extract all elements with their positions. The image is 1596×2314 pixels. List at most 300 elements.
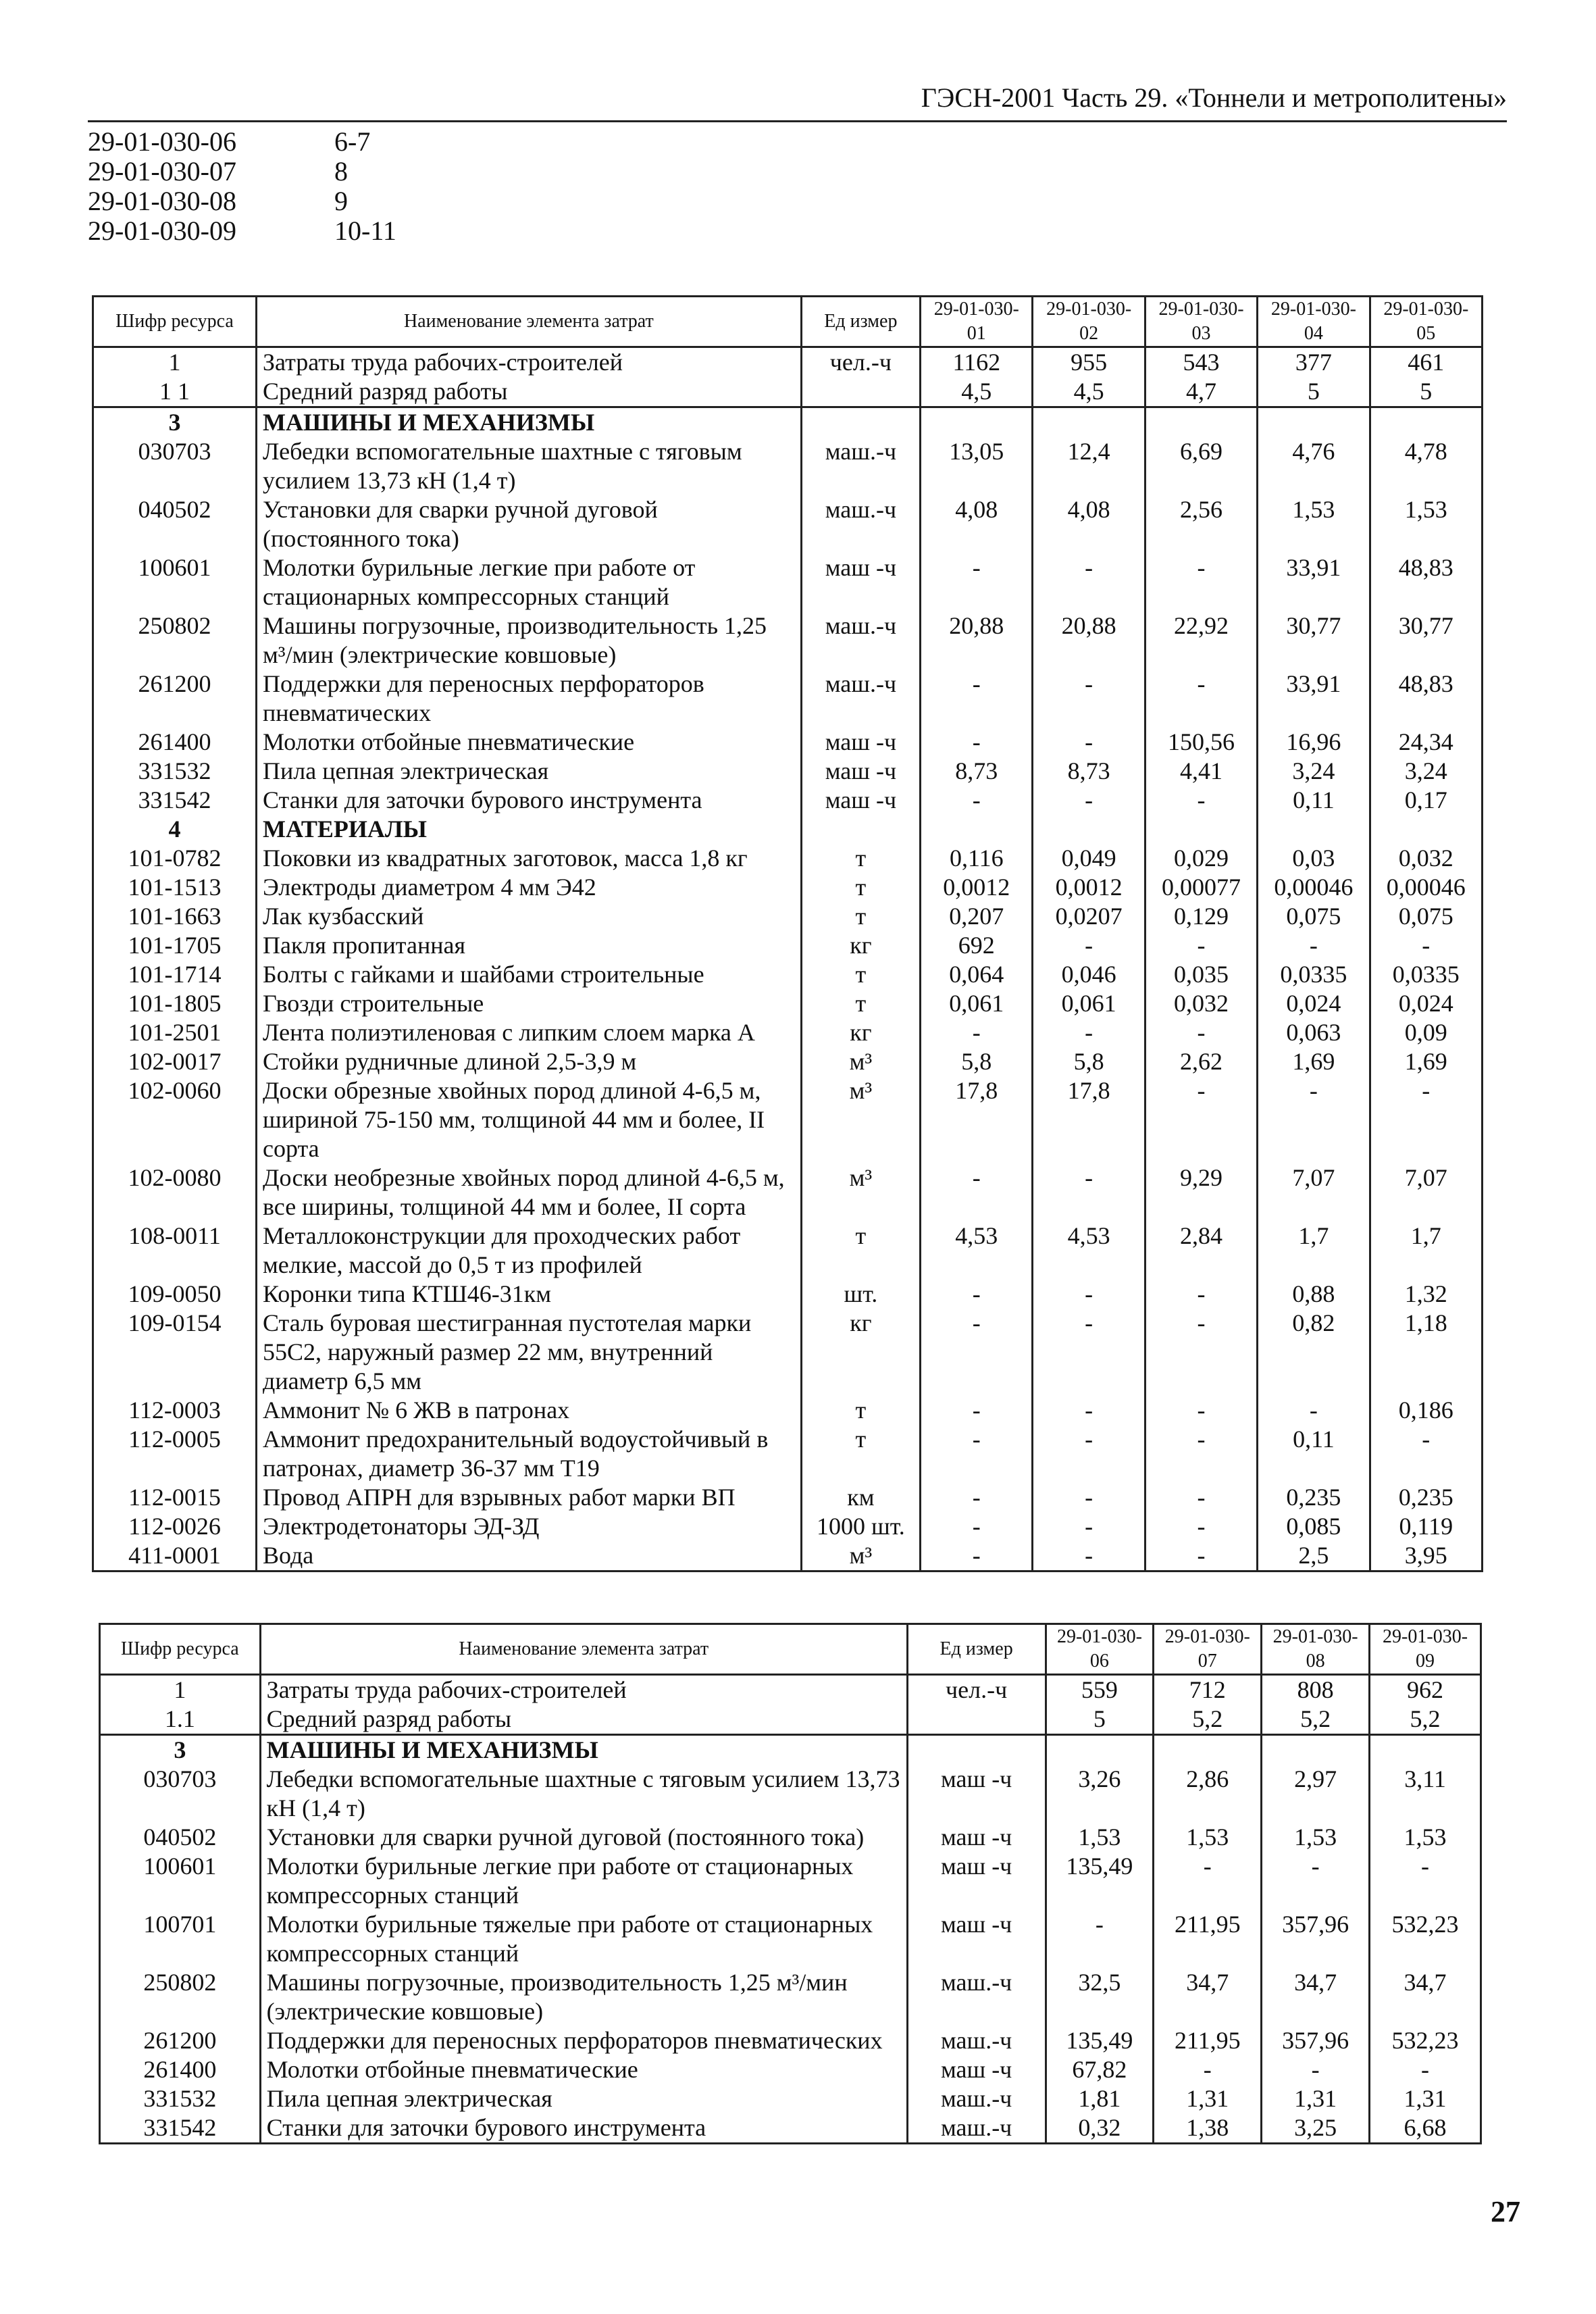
- table-row: [93, 1018, 1483, 1047]
- cell-unit: м³: [801, 1047, 920, 1076]
- cell-value: [1033, 815, 1145, 844]
- cell-code: 101-2501: [93, 1018, 257, 1047]
- cell-name: Молотки отбойные пневматические: [257, 728, 802, 757]
- cell-code: 250802: [100, 1968, 261, 2026]
- cell-value: 13,05: [921, 437, 1033, 495]
- cell-value: 0,09: [1370, 1018, 1482, 1047]
- cell-value: 3,25: [1262, 2113, 1370, 2144]
- cell-value: -: [1370, 1852, 1481, 1910]
- table-row: [93, 873, 1483, 902]
- cell-value: 16,96: [1258, 728, 1370, 757]
- table-row: [93, 611, 1483, 670]
- cell-unit: кг: [801, 931, 920, 960]
- table-row: [100, 2084, 1481, 2113]
- cell-value: 0,049: [1033, 844, 1145, 873]
- cell-value: 2,56: [1145, 495, 1257, 553]
- table-row: [100, 2026, 1481, 2055]
- cell-unit: чел.-ч: [801, 347, 920, 378]
- cell-name: Молотки бурильные легкие при работе от стационарных компрессорных станций: [257, 553, 802, 611]
- cell-value: 543: [1145, 347, 1257, 378]
- header-title: ГЭСН-2001 Часть 29. «Тоннели и метрополитены»: [921, 82, 1507, 113]
- cell-code: 331532: [93, 757, 257, 786]
- cell-name: Молотки бурильные легкие при работе от стационарных компрессорных станций: [260, 1852, 907, 1910]
- table-row: [93, 1541, 1483, 1571]
- cell-value: -: [921, 1018, 1033, 1047]
- cell-value: 1,31: [1262, 2084, 1370, 2113]
- table-row: [93, 437, 1483, 495]
- cell-value: -: [1033, 1396, 1145, 1425]
- cell-value: -: [921, 1280, 1033, 1309]
- cell-value: 0,235: [1370, 1483, 1482, 1512]
- cell-value: 34,7: [1154, 1968, 1262, 2026]
- cell-code: 030703: [100, 1765, 261, 1823]
- cell-value: 0,11: [1258, 786, 1370, 815]
- cell-value: 2,5: [1258, 1541, 1370, 1571]
- cell-value: 4,08: [1033, 495, 1145, 553]
- cell-value: -: [921, 1425, 1033, 1483]
- header-col: 29-01-030-02: [1033, 297, 1145, 347]
- reference-code: 29-01-030-07: [88, 156, 236, 186]
- cell-value: 17,8: [921, 1076, 1033, 1163]
- cell-name: МАШИНЫ И МЕХАНИЗМЫ: [257, 407, 802, 438]
- reference-value: 10-11: [334, 216, 396, 246]
- cell-name: Лебедки вспомогательные шахтные с тяговым усилием 13,73 кН (1,4 т): [260, 1765, 907, 1823]
- cell-value: 5: [1370, 377, 1482, 407]
- cell-value: 4,5: [921, 377, 1033, 407]
- cell-unit: [801, 815, 920, 844]
- cell-value: 0,88: [1258, 1280, 1370, 1309]
- table-row: [93, 1163, 1483, 1222]
- page-header: [88, 81, 1507, 122]
- cell-unit: маш -ч: [907, 1910, 1046, 1968]
- cell-value: 4,53: [921, 1222, 1033, 1280]
- table-row: [100, 1765, 1481, 1823]
- cell-value: -: [921, 728, 1033, 757]
- header-unit: Ед измер: [801, 297, 920, 347]
- cell-unit: маш.-ч: [907, 2084, 1046, 2113]
- cell-value: 1,81: [1046, 2084, 1154, 2113]
- cell-value: 7,07: [1370, 1163, 1482, 1222]
- cell-value: 0,061: [1033, 989, 1145, 1018]
- cell-value: 532,23: [1370, 1910, 1481, 1968]
- cell-value: 3,24: [1370, 757, 1482, 786]
- cell-unit: м³: [801, 1541, 920, 1571]
- cell-name: Металлоконструкции для проходческих работ мелкие, массой до 0,5 т из профилей: [257, 1222, 802, 1280]
- cell-value: -: [1154, 2055, 1262, 2084]
- cell-value: 3,95: [1370, 1541, 1482, 1571]
- table-row: [93, 495, 1483, 553]
- cell-value: -: [1145, 1541, 1257, 1571]
- table-row: [93, 1076, 1483, 1163]
- cell-value: 0,046: [1033, 960, 1145, 989]
- cell-value: -: [1033, 1163, 1145, 1222]
- cell-name: Лак кузбасский: [257, 902, 802, 931]
- cell-value: -: [1145, 670, 1257, 728]
- cell-value: 5,8: [1033, 1047, 1145, 1076]
- cell-name: Установки для сварки ручной дуговой (постоянного тока): [257, 495, 802, 553]
- cell-code: 411-0001: [93, 1541, 257, 1571]
- cell-unit: [907, 1705, 1046, 1735]
- cell-value: 0,0335: [1258, 960, 1370, 989]
- cell-value: -: [1370, 2055, 1481, 2084]
- cell-unit: т: [801, 1396, 920, 1425]
- cell-unit: т: [801, 1222, 920, 1280]
- cell-value: -: [1145, 1396, 1257, 1425]
- cell-value: 0,17: [1370, 786, 1482, 815]
- cell-value: 12,4: [1033, 437, 1145, 495]
- cell-code: 3: [93, 407, 257, 438]
- cell-unit: маш -ч: [907, 1765, 1046, 1823]
- cell-code: 112-0003: [93, 1396, 257, 1425]
- cell-value: 4,53: [1033, 1222, 1145, 1280]
- table-body: [100, 1675, 1481, 2144]
- cell-value: [1258, 815, 1370, 844]
- cell-value: 0,024: [1258, 989, 1370, 1018]
- cell-unit: т: [801, 873, 920, 902]
- cell-unit: т: [801, 989, 920, 1018]
- cell-value: 5,2: [1370, 1705, 1481, 1735]
- cell-value: 2,62: [1145, 1047, 1257, 1076]
- cell-unit: м³: [801, 1163, 920, 1222]
- cell-value: 6,68: [1370, 2113, 1481, 2144]
- cell-value: 0,0335: [1370, 960, 1482, 989]
- cell-value: 1,31: [1370, 2084, 1481, 2113]
- cell-name: Машины погрузочные, производительность 1,25 м³/мин (электрические ковшовые): [260, 1968, 907, 2026]
- cell-value: 0,029: [1145, 844, 1257, 873]
- cell-value: 2,84: [1145, 1222, 1257, 1280]
- cell-value: 17,8: [1033, 1076, 1145, 1163]
- cell-value: 5: [1258, 377, 1370, 407]
- cell-value: 4,41: [1145, 757, 1257, 786]
- cell-name: Поковки из квадратных заготовок, масса 1,8 кг: [257, 844, 802, 873]
- cell-value: -: [1145, 1309, 1257, 1396]
- cell-value: 955: [1033, 347, 1145, 378]
- cell-name: Молотки бурильные тяжелые при работе от стационарных компрессорных станций: [260, 1910, 907, 1968]
- table-row: [100, 1852, 1481, 1910]
- cell-code: 102-0017: [93, 1047, 257, 1076]
- cell-code: 101-1663: [93, 902, 257, 931]
- cell-value: 6,69: [1145, 437, 1257, 495]
- header-col: 29-01-030-04: [1258, 297, 1370, 347]
- cell-value: -: [1154, 1852, 1262, 1910]
- cell-code: 1: [93, 347, 257, 378]
- cell-value: 20,88: [1033, 611, 1145, 670]
- cell-value: 1,53: [1370, 1823, 1481, 1852]
- cell-value: 7,07: [1258, 1163, 1370, 1222]
- cell-value: -: [1145, 931, 1257, 960]
- table-row: [93, 407, 1483, 438]
- cell-code: 3: [100, 1735, 261, 1765]
- cell-code: 331532: [100, 2084, 261, 2113]
- table-row: [93, 1222, 1483, 1280]
- cell-value: -: [1033, 786, 1145, 815]
- cell-value: -: [1033, 1425, 1145, 1483]
- cell-code: 101-1705: [93, 931, 257, 960]
- cell-value: 4,08: [921, 495, 1033, 553]
- cell-code: 261400: [100, 2055, 261, 2084]
- cell-value: -: [1370, 931, 1482, 960]
- table-row: [93, 728, 1483, 757]
- cell-value: 0,0207: [1033, 902, 1145, 931]
- cell-value: 20,88: [921, 611, 1033, 670]
- cell-value: 0,116: [921, 844, 1033, 873]
- table-row: [93, 757, 1483, 786]
- cell-value: 0,11: [1258, 1425, 1370, 1483]
- cell-code: 112-0026: [93, 1512, 257, 1541]
- cell-value: 0,119: [1370, 1512, 1482, 1541]
- cell-code: 261400: [93, 728, 257, 757]
- cell-value: 8,73: [921, 757, 1033, 786]
- table-row: [100, 2113, 1481, 2144]
- cell-name: Затраты труда рабочих-строителей: [257, 347, 802, 378]
- cell-value: [921, 407, 1033, 438]
- cell-value: 32,5: [1046, 1968, 1154, 2026]
- cell-value: -: [1370, 1076, 1482, 1163]
- table-row: [100, 1735, 1481, 1765]
- resource-table-2: [99, 1623, 1482, 2144]
- cell-value: 1,18: [1370, 1309, 1482, 1396]
- header-code: Шифр ресурса: [93, 297, 257, 347]
- cell-unit: маш.-ч: [907, 1968, 1046, 2026]
- cell-value: 8,73: [1033, 757, 1145, 786]
- header-col: 29-01-030-05: [1370, 297, 1482, 347]
- cell-value: -: [1046, 1910, 1154, 1968]
- table-row: [100, 1968, 1481, 2026]
- cell-value: -: [1033, 1483, 1145, 1512]
- cell-value: 357,96: [1262, 1910, 1370, 1968]
- cell-unit: маш.-ч: [801, 611, 920, 670]
- cell-value: [1145, 407, 1257, 438]
- cell-value: -: [1262, 1852, 1370, 1910]
- reference-row: [88, 157, 396, 186]
- cell-code: 100701: [100, 1910, 261, 1968]
- cell-code: 101-1805: [93, 989, 257, 1018]
- cell-value: 30,77: [1258, 611, 1370, 670]
- cell-unit: маш -ч: [907, 1852, 1046, 1910]
- cell-unit: маш.-ч: [801, 437, 920, 495]
- reference-value: 6-7: [334, 126, 371, 157]
- reference-code: 29-01-030-09: [88, 216, 236, 246]
- cell-value: -: [1033, 1541, 1145, 1571]
- cell-name: Доски необрезные хвойных пород длиной 4-6,5 м, все ширины, толщиной 44 мм и более, II сорта: [257, 1163, 802, 1222]
- cell-value: 0,207: [921, 902, 1033, 931]
- table-row: [100, 2055, 1481, 2084]
- cell-value: 0,0012: [921, 873, 1033, 902]
- table-row: [93, 1047, 1483, 1076]
- cell-value: -: [1033, 931, 1145, 960]
- cell-value: -: [1033, 1309, 1145, 1396]
- table-header-row: [100, 1624, 1481, 1675]
- cell-name: Аммонит предохранительный водоустойчивый в патронах, диаметр 36-37 мм Т19: [257, 1425, 802, 1483]
- cell-value: [1262, 1735, 1370, 1765]
- cell-value: 0,035: [1145, 960, 1257, 989]
- cell-value: 2,97: [1262, 1765, 1370, 1823]
- cell-value: 24,34: [1370, 728, 1482, 757]
- reference-row: [88, 216, 396, 246]
- cell-value: 5,2: [1262, 1705, 1370, 1735]
- cell-value: 1,7: [1258, 1222, 1370, 1280]
- cell-value: [1046, 1735, 1154, 1765]
- cell-code: 040502: [100, 1823, 261, 1852]
- cell-value: -: [1033, 553, 1145, 611]
- cell-unit: кг: [801, 1018, 920, 1047]
- reference-code: 29-01-030-06: [88, 126, 236, 157]
- cell-code: 261200: [100, 2026, 261, 2055]
- cell-name: Поддержки для переносных перфораторов пневматических: [260, 2026, 907, 2055]
- cell-value: 33,91: [1258, 553, 1370, 611]
- cell-code: 102-0060: [93, 1076, 257, 1163]
- cell-value: 34,7: [1262, 1968, 1370, 2026]
- cell-unit: 1000 шт.: [801, 1512, 920, 1541]
- cell-value: 5,2: [1154, 1705, 1262, 1735]
- table-row: [93, 902, 1483, 931]
- cell-value: -: [921, 553, 1033, 611]
- cell-value: 0,03: [1258, 844, 1370, 873]
- cell-value: -: [921, 1163, 1033, 1222]
- cell-unit: маш -ч: [801, 786, 920, 815]
- cell-name: МАТЕРИАЛЫ: [257, 815, 802, 844]
- cell-value: 0,32: [1046, 2113, 1154, 2144]
- cell-code: 100601: [100, 1852, 261, 1910]
- cell-value: 1,53: [1262, 1823, 1370, 1852]
- header-col: 29-01-030-01: [921, 297, 1033, 347]
- cell-value: 135,49: [1046, 2026, 1154, 2055]
- header-name: Наименование элемента затрат: [257, 297, 802, 347]
- cell-value: 0,064: [921, 960, 1033, 989]
- table-row: [93, 1396, 1483, 1425]
- header-col: 29-01-030-07: [1154, 1624, 1262, 1675]
- cell-name: Электроды диаметром 4 мм Э42: [257, 873, 802, 902]
- cell-value: 0,032: [1370, 844, 1482, 873]
- cell-unit: шт.: [801, 1280, 920, 1309]
- cell-code: 108-0011: [93, 1222, 257, 1280]
- cell-code: 101-1513: [93, 873, 257, 902]
- table-row: [93, 786, 1483, 815]
- cell-value: -: [1033, 1280, 1145, 1309]
- table-row: [93, 989, 1483, 1018]
- table-row: [93, 670, 1483, 728]
- cell-value: 9,29: [1145, 1163, 1257, 1222]
- cell-value: 0,075: [1370, 902, 1482, 931]
- cell-value: 357,96: [1262, 2026, 1370, 2055]
- cell-value: 2,86: [1154, 1765, 1262, 1823]
- cell-unit: маш.-ч: [907, 2026, 1046, 2055]
- cell-value: 0,00077: [1145, 873, 1257, 902]
- cell-value: 461: [1370, 347, 1482, 378]
- cell-value: [1370, 407, 1482, 438]
- cell-value: 3,11: [1370, 1765, 1481, 1823]
- cell-value: -: [1145, 1512, 1257, 1541]
- cell-code: 109-0050: [93, 1280, 257, 1309]
- cell-value: -: [921, 1483, 1033, 1512]
- cell-value: 1,38: [1154, 2113, 1262, 2144]
- table-row: [100, 1705, 1481, 1735]
- cell-name: Сталь буровая шестигранная пустотелая марки 55С2, наружный размер 22 мм, внутренний диаметр 6,5 мм: [257, 1309, 802, 1396]
- cell-value: 3,26: [1046, 1765, 1154, 1823]
- table-row: [93, 1512, 1483, 1541]
- cell-value: 808: [1262, 1675, 1370, 1705]
- header-col: 29-01-030-03: [1145, 297, 1257, 347]
- reference-row: [88, 186, 396, 216]
- cell-value: 1,7: [1370, 1222, 1482, 1280]
- cell-value: -: [1145, 1076, 1257, 1163]
- cell-unit: маш -ч: [907, 1823, 1046, 1852]
- cell-value: 1,53: [1258, 495, 1370, 553]
- cell-value: 4,7: [1145, 377, 1257, 407]
- cell-unit: [801, 407, 920, 438]
- cell-value: -: [1033, 1512, 1145, 1541]
- cell-code: 331542: [93, 786, 257, 815]
- cell-name: Машины погрузочные, производительность 1,25 м³/мин (электрические ковшовые): [257, 611, 802, 670]
- header-code: Шифр ресурса: [100, 1624, 261, 1675]
- cell-unit: т: [801, 1425, 920, 1483]
- table-row: [100, 1910, 1481, 1968]
- cell-unit: маш -ч: [801, 757, 920, 786]
- cell-value: [1154, 1735, 1262, 1765]
- cell-value: -: [921, 670, 1033, 728]
- cell-value: 377: [1258, 347, 1370, 378]
- header-col: 29-01-030-06: [1046, 1624, 1154, 1675]
- cell-name: Станки для заточки бурового инструмента: [257, 786, 802, 815]
- table-row: [93, 844, 1483, 873]
- cell-code: 1: [100, 1675, 261, 1705]
- table-row: [100, 1675, 1481, 1705]
- cell-unit: маш.-ч: [801, 495, 920, 553]
- cell-name: Пила цепная электрическая: [260, 2084, 907, 2113]
- cell-value: 67,82: [1046, 2055, 1154, 2084]
- cell-unit: маш -ч: [801, 553, 920, 611]
- page-number: 27: [1491, 2195, 1520, 2228]
- reference-code: 29-01-030-08: [88, 186, 236, 216]
- cell-unit: маш.-ч: [801, 670, 920, 728]
- cell-value: -: [921, 786, 1033, 815]
- cell-value: -: [1145, 1483, 1257, 1512]
- cell-unit: м³: [801, 1076, 920, 1163]
- cell-unit: т: [801, 844, 920, 873]
- table-body: [93, 347, 1483, 1571]
- cell-value: 30,77: [1370, 611, 1482, 670]
- cell-value: 48,83: [1370, 670, 1482, 728]
- cell-value: 0,0012: [1033, 873, 1145, 902]
- cell-value: 0,235: [1258, 1483, 1370, 1512]
- reference-row: [88, 127, 396, 157]
- cell-value: 211,95: [1154, 2026, 1262, 2055]
- reference-value: 8: [334, 156, 348, 186]
- cell-code: 261200: [93, 670, 257, 728]
- cell-value: 1,32: [1370, 1280, 1482, 1309]
- cell-value: -: [1258, 931, 1370, 960]
- table-row: [93, 553, 1483, 611]
- reference-list: [88, 127, 396, 246]
- reference-value: 9: [334, 186, 348, 216]
- cell-value: 0,032: [1145, 989, 1257, 1018]
- cell-name: Гвозди строительные: [257, 989, 802, 1018]
- resource-table-1: [92, 295, 1483, 1572]
- cell-value: -: [921, 1541, 1033, 1571]
- cell-value: 0,00046: [1370, 873, 1482, 902]
- cell-unit: [801, 377, 920, 407]
- table-row: [93, 960, 1483, 989]
- cell-value: 1,31: [1154, 2084, 1262, 2113]
- cell-value: [1258, 407, 1370, 438]
- cell-code: 331542: [100, 2113, 261, 2144]
- table-row: [93, 1309, 1483, 1396]
- cell-name: Электродетонаторы ЭД-ЗД: [257, 1512, 802, 1541]
- cell-code: 101-0782: [93, 844, 257, 873]
- cell-value: -: [1033, 1018, 1145, 1047]
- table-header-row: [93, 297, 1483, 347]
- cell-value: 150,56: [1145, 728, 1257, 757]
